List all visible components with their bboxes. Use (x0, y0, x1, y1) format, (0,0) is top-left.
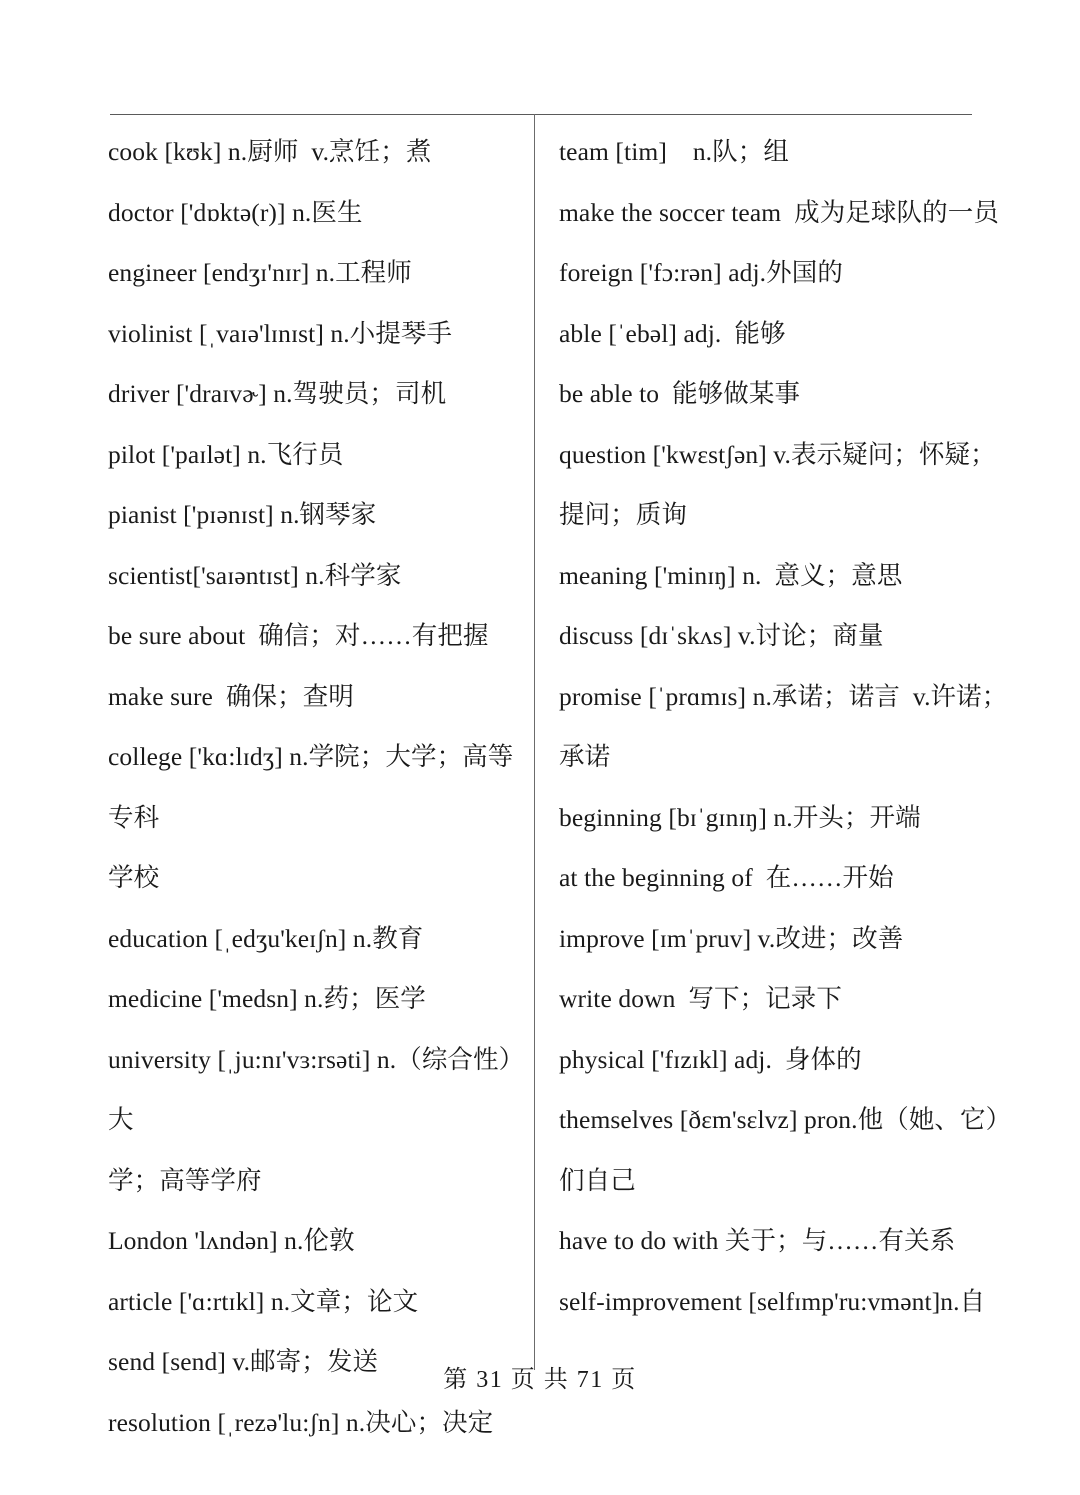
vocabulary-entry: promise [ˈprɑmɪs] n.承诺；诺言 v.许诺； (559, 681, 1008, 711)
vocabulary-entry-continuation: 提问；质询 (559, 500, 688, 529)
vocabulary-column-right (534, 114, 1080, 1332)
vocabulary-entry: self-improvement [selfɪmp'ru:vmənt]n.自 (559, 1286, 986, 1316)
vocabulary-entry: able [ˈebəl] adj. 能够 (559, 318, 786, 348)
vocabulary-entry: education [ˌedʒu'keɪʃn] n.教育 (108, 923, 424, 953)
vocabulary-entry: violinist [ˌvaɪə'lɪnɪst] n.小提琴手 (108, 318, 453, 348)
page-footer: 第 31 页 共 71 页 (443, 1367, 637, 1393)
vocabulary-entry: pilot ['paɪlət] n.飞行员 (108, 439, 344, 469)
vocabulary-entry: make the soccer team 成为足球队的一员 (559, 197, 999, 227)
vocabulary-entry: driver ['draɪvɚ] n.驾驶员；司机 (108, 379, 447, 408)
vocabulary-entry: send [send] v.邮寄；发送 (108, 1347, 379, 1376)
vocabulary-entry: at the beginning of 在……开始 (559, 863, 894, 892)
vocabulary-entry: beginning [bɪˈgɪnɪŋ] n.开头；开端 (559, 802, 921, 832)
two-column-body (0, 114, 1080, 1453)
vocabulary-entry: improve [ɪmˈpruv] v.改进；改善 (559, 923, 904, 953)
vocabulary-entry: article ['ɑ:rtɪkl] n.文章；论文 (108, 1286, 419, 1316)
vocabulary-entry: team [tim] n.队；组 (559, 137, 789, 166)
vocabulary-entry-continuation: 承诺 (559, 742, 611, 771)
vocabulary-entry-continuation: 学校 (108, 863, 160, 892)
vocabulary-entry: write down 写下；记录下 (559, 984, 842, 1013)
vocabulary-entry: university [ˌju:nɪ'vɜ:rsəti] n.（综合性）大 (108, 1044, 512, 1134)
vocabulary-entry: make sure 确保；查明 (108, 681, 354, 711)
vocabulary-column-left (0, 114, 534, 1453)
vocabulary-entry: engineer [endʒɪ'nɪr] n.工程师 (108, 258, 412, 287)
vocabulary-entry: resolution [ˌrezə'lu:ʃn] n.决心；决定 (108, 1407, 494, 1437)
vocabulary-entry: meaning ['minɪŋ] n. 意义；意思 (559, 560, 903, 590)
vocabulary-entry: college ['kɑ:lɪdʒ] n.学院；大学；高等专科 (108, 742, 514, 832)
vocabulary-entry: cook [kʊk] n.厨师 v.烹饪；煮 (108, 137, 432, 166)
vocabulary-entry: physical ['fɪzɪkl] adj. 身体的 (559, 1044, 862, 1074)
vocabulary-entry-continuation: 们自己 (559, 1165, 636, 1195)
vocabulary-entry: be able to 能够做某事 (559, 379, 801, 408)
vocabulary-entry: themselves [ðɛm'sɛlvz] pron.他（她、它） (559, 1105, 1012, 1134)
vocabulary-entry: be sure about 确信；对……有把握 (108, 621, 489, 650)
vocabulary-entry: London 'lʌndən] n.伦敦 (108, 1226, 355, 1255)
vocabulary-entry: pianist ['pɪənɪst] n.钢琴家 (108, 500, 377, 529)
vocabulary-entry-continuation: 学；高等学府 (108, 1165, 262, 1195)
vocabulary-entry: discuss [dɪˈskʌs] v.讨论；商量 (559, 621, 884, 650)
vocabulary-entry: have to do with 关于；与……有关系 (559, 1226, 956, 1255)
vocabulary-entry: question ['kwɛstʃən] v.表示疑问；怀疑； (559, 439, 996, 469)
vocabulary-entry: medicine ['medsn] n.药；医学 (108, 984, 426, 1013)
vocabulary-entry: scientist['saɪəntɪst] n.科学家 (108, 560, 402, 590)
vocabulary-entry: doctor ['dɒktə(r)] n.医生 (108, 197, 363, 227)
vocabulary-entry: foreign ['fɔ:rən] adj.外国的 (559, 258, 843, 287)
